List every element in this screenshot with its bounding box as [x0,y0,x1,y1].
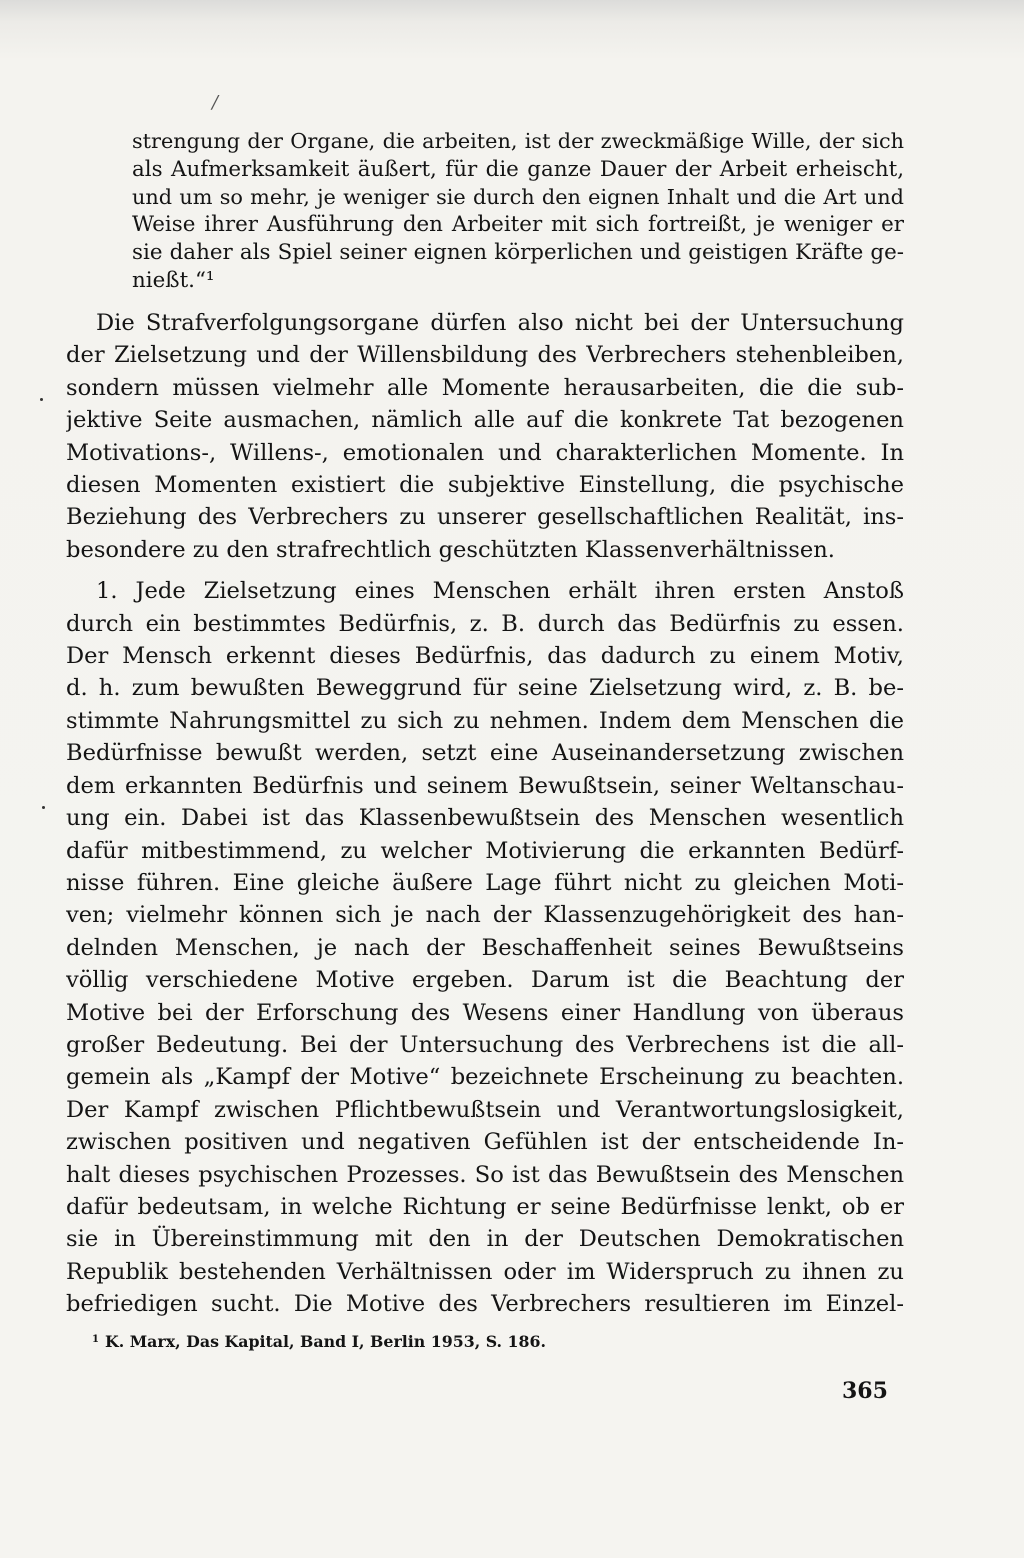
footnote [92,1332,546,1351]
text-line: Die Strafverfolgungsorgane dürfen also nicht bei der Untersuchung [96,310,904,336]
text-line: Bedürfnisse bewußt werden, setzt eine Auseinandersetzung zwischen [66,740,904,767]
quote-line: und um so mehr, je weniger sie durch den eignen Inhalt und die Art und [132,184,904,209]
footnote-text: K. Marx, Das Kapital, Band I, Berlin 1953, S. 186. [104,1332,547,1351]
text-line: zwischen positiven und negativen Gefühlen ist der entscheidende In- [66,1129,904,1156]
text-line: d. h. zum bewußten Beweggrund für seine Zielsetzung wird, z. B. be- [66,675,904,702]
page-number: 365 [842,1378,888,1404]
text-line: stimmte Nahrungsmittel zu sich zu nehmen. Indem dem Menschen die [66,707,904,734]
text-line: delnden Menschen, je nach der Beschaffenheit seines Bewußtseins [66,934,904,961]
text-line: völlig verschiedene Motive ergeben. Darum ist die Beachtung der [66,967,904,994]
text-line: gemein als „Kampf der Motive“ bezeichnete Erscheinung zu beachten. [66,1064,904,1091]
text-line: ung ein. Dabei ist das Klassenbewußtsein des Menschen wesentlich [66,805,904,832]
quote-line: als Aufmerksamkeit äußert, für die ganze Dauer der Arbeit erheischt, [132,156,904,182]
text-line: sie in Übereinstimmung mit den in der Deutschen Demokratischen [66,1226,904,1253]
text-line: halt dieses psychischen Prozesses. So ist das Bewußtsein des Menschen [66,1161,904,1188]
text-line: befriedigen sucht. Die Motive des Verbrechers resultieren im Einzel- [66,1291,904,1318]
footnote-marker: 1 [92,1334,99,1345]
text-line: Republik bestehenden Verhältnissen oder im Widerspruch zu ihnen zu [66,1258,904,1285]
text-line: diesen Momenten existiert die subjektive Einstellung, die psychische [66,472,904,499]
text-line: Der Kampf zwischen Pflichtbewußtsein und Verantwortungslosigkeit, [66,1096,904,1123]
text-line: dafür bedeutsam, in welche Richtung er seine Bedürfnisse lenkt, ob er [66,1193,904,1220]
body-text [66,307,904,1330]
text-line: ven; vielmehr können sich je nach der Klassenzugehörigkeit des han- [66,902,904,929]
quote-line: nießt.“¹ [132,267,215,293]
text-line: Beziehung des Verbrechers zu unserer gesellschaftlichen Realität, ins- [66,504,904,531]
paragraph-1 [66,307,904,566]
text-line: nisse führen. Eine gleiche äußere Lage führt nicht zu gleichen Moti- [66,869,904,896]
text-line: großer Bedeutung. Bei der Untersuchung des Verbrechens ist die all- [66,1031,904,1058]
text-line: Motivations-, Willens-, emotionalen und charakterlichen Momente. In [66,439,904,466]
quote-line: Weise ihrer Ausführung den Arbeiter mit sich fortreißt, je weniger er [132,212,904,238]
quote-line: strengung der Organe, die arbeiten, ist der zweckmäßige Wille, der sich [132,129,904,153]
text-line: durch ein bestimmtes Bedürfnis, z. B. durch das Bedürfnis zu essen. [66,610,904,637]
text-line: der Zielsetzung und der Willensbildung des Verbrechers stehenbleiben, [66,342,904,369]
text-line: dafür mitbestimmend, zu welcher Motivierung die erkannten Bedürf- [66,837,904,864]
text-line: Der Mensch erkennt dieses Bedürfnis, das dadurch zu einem Motiv, [66,643,904,670]
scan-speck [40,398,43,401]
text-line: Motive bei der Erforschung des Wesens einer Handlung von überaus [66,999,904,1026]
paragraph-2 [66,575,904,1320]
quote-line: sie daher als Spiel seiner eignen körperlichen und geistigen Kräfte ge- [132,240,904,266]
text-line: 1. Jede Zielsetzung eines Menschen erhält ihren ersten Anstoß [96,578,904,605]
scan-speck [42,806,45,809]
text-line: dem erkannten Bedürfnis und seinem Bewußtsein, seiner Weltanschau- [66,772,904,799]
text-line: sondern müssen vielmehr alle Momente herausarbeiten, die die sub- [66,374,904,401]
block-quote [132,128,904,295]
text-line: jektive Seite ausmachen, nämlich alle auf die konkrete Tat bezogenen [66,407,904,434]
scan-mark-slash: / [212,92,219,113]
text-line: besondere zu den strafrechtlich geschützten Klassenverhältnissen. [66,536,835,563]
